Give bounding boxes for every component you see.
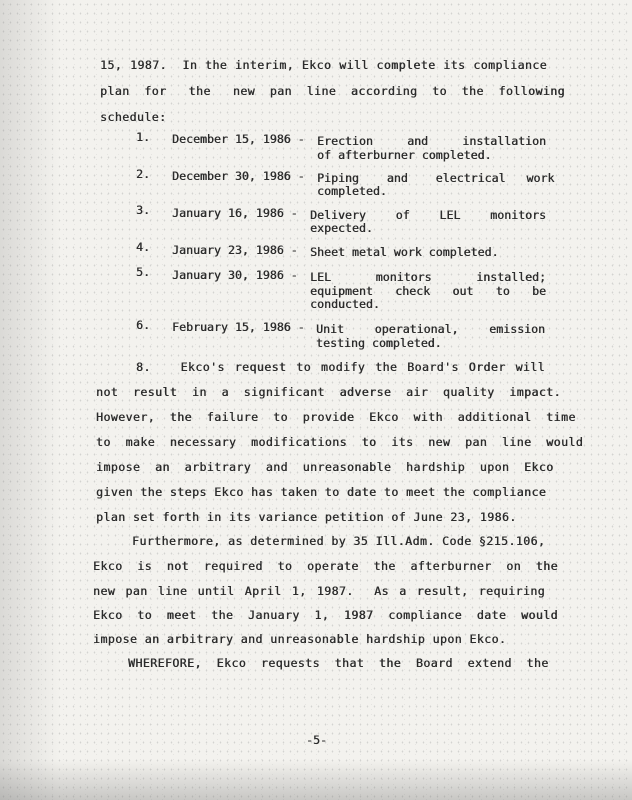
furthermore-line-1: Furthermore, as determined by 35 Ill.Adm. Code §215.106,: [132, 534, 546, 548]
schedule-item-2-date: December 30, 1986 -: [172, 169, 305, 183]
schedule-item-5-desc-line-2: equipment check out to be: [310, 284, 546, 298]
schedule-item-5-number: 5.: [136, 265, 150, 279]
schedule-item-6-desc-line-1: Unit operational, emission: [316, 322, 545, 336]
furthermore-line-4: Ekco to meet the January 1, 1987 compliance date would: [93, 608, 558, 622]
schedule-item-3-number: 3.: [136, 203, 150, 217]
furthermore-line-5: impose an arbitrary and unreasonable hardship upon Ekco.: [93, 632, 507, 646]
opening-line-2: plan for the new pan line according to the following: [100, 84, 565, 98]
schedule-item-1-number: 1.: [136, 130, 150, 144]
schedule-item-3-date: January 16, 1986 -: [172, 206, 298, 220]
para8-line-3: However, the failure to provide Ekco with additional time: [96, 410, 576, 424]
schedule-item-6-date: February 15, 1986 -: [172, 320, 305, 334]
para8-line-7: plan set forth in its variance petition of June 23, 1986.: [96, 510, 517, 524]
schedule-item-2-desc-line-2: completed.: [317, 184, 387, 198]
schedule-item-3-desc-line-2: expected.: [310, 221, 373, 235]
schedule-item-4-number: 4.: [136, 240, 150, 254]
schedule-item-6-number: 6.: [136, 318, 150, 332]
furthermore-line-3: new pan line until April 1, 1987. As a result, requiring: [93, 584, 545, 598]
para8-line-2: not result in a significant adverse air quality impact.: [96, 385, 561, 399]
schedule-item-5-desc-line-1: LEL monitors installed;: [310, 270, 546, 284]
schedule-item-4-date: January 23, 1986 -: [172, 243, 298, 257]
para8-line-1: 8. Ekco's request to modify the Board's Order will: [136, 360, 545, 374]
schedule-item-5-desc-line-3: conducted.: [310, 297, 380, 311]
para8-line-4: to make necessary modifications to its new pan line would: [96, 435, 584, 449]
furthermore-line-2: Ekco is not required to operate the afterburner on the: [93, 559, 558, 573]
scan-shadow-bottom: [0, 760, 632, 800]
wherefore-line: WHEREFORE, Ekco requests that the Board extend the: [128, 656, 549, 670]
schedule-item-2-desc-line-1: Piping and electrical work: [317, 171, 555, 185]
schedule-item-4-desc-line-1: Sheet metal work completed.: [310, 245, 499, 259]
schedule-item-3-desc-line-1: Delivery of LEL monitors: [310, 208, 546, 222]
opening-line-1: 15, 1987. In the interim, Ekco will complete its compliance: [100, 58, 547, 72]
schedule-item-1-desc-line-1: Erection and installation: [317, 134, 546, 148]
opening-line-3: schedule:: [100, 110, 167, 124]
schedule-item-1-date: December 15, 1986 -: [172, 132, 305, 146]
schedule-item-1-desc-line-2: of afterburner completed.: [317, 148, 492, 162]
schedule-item-2-number: 2.: [136, 167, 150, 181]
schedule-item-5-date: January 30, 1986 -: [172, 268, 298, 282]
para8-line-5: impose an arbitrary and unreasonable hardship upon Ekco: [96, 460, 554, 474]
scan-shadow-left: [0, 0, 60, 800]
page-number: -5-: [306, 733, 327, 747]
schedule-item-6-desc-line-2: testing completed.: [316, 336, 442, 350]
para8-line-6: given the steps Ekco has taken to date to meet the compliance: [96, 485, 547, 499]
